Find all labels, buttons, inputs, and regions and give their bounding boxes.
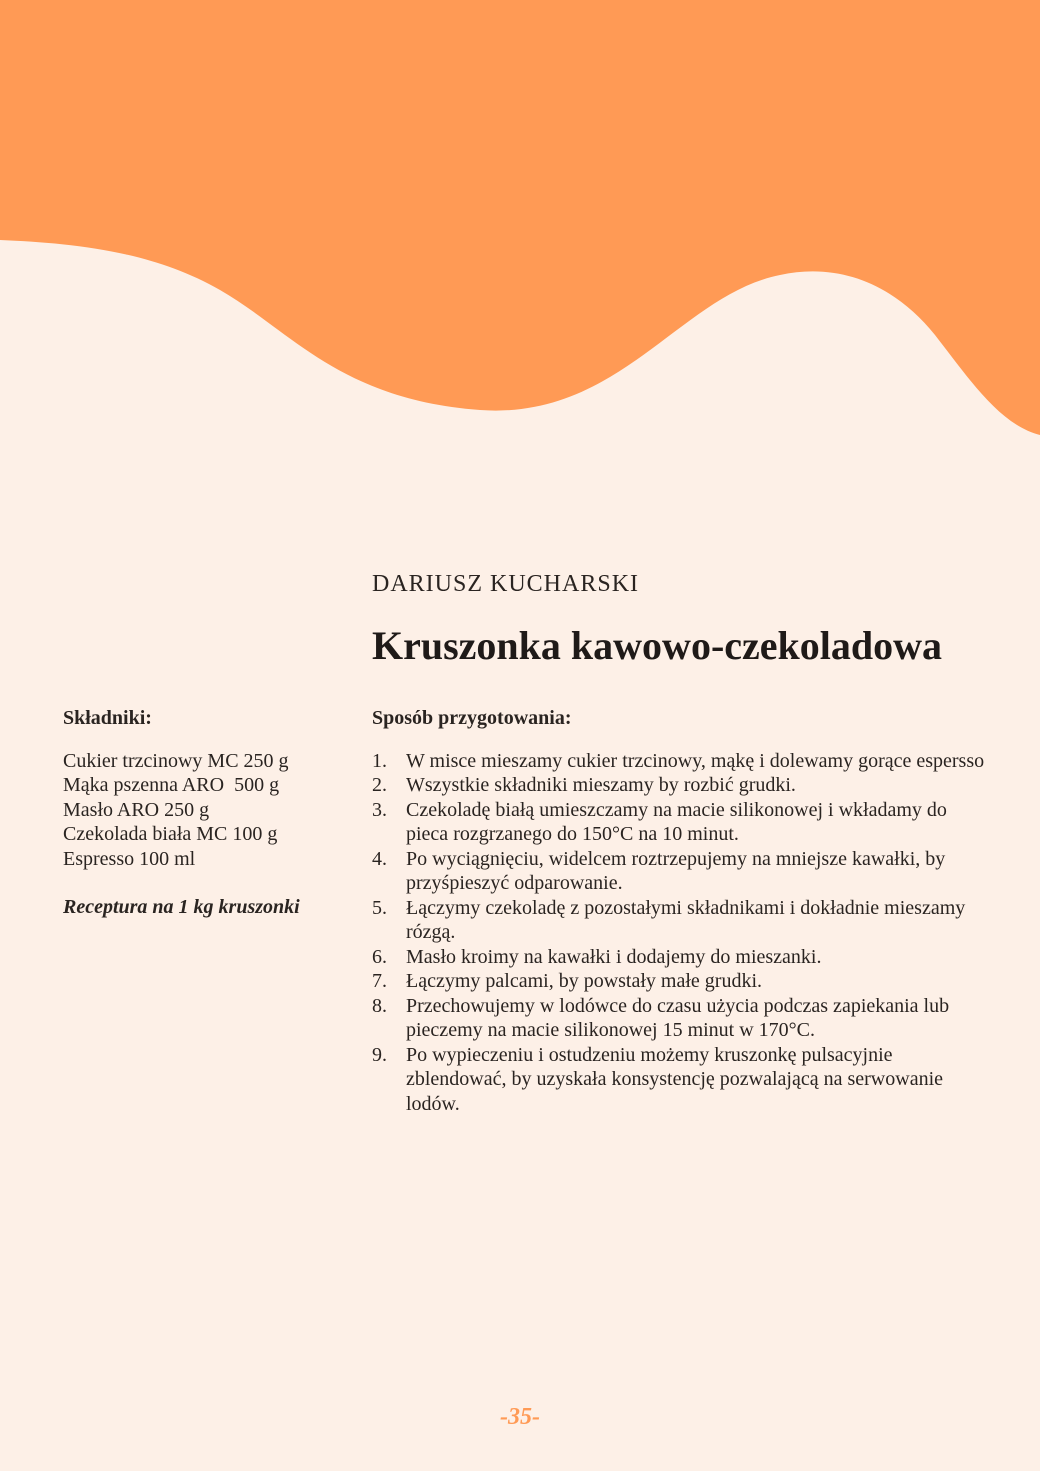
recipe-title: Kruszonka kawowo-czekoladowa (372, 623, 943, 668)
ingredients-heading: Składniki: (63, 707, 152, 729)
batch-note: Receptura na 1 kg kruszonki (63, 896, 300, 918)
step-item (372, 798, 992, 847)
step-text: W misce mieszamy cukier trzcinowy, mąkę i dolewamy gorące espersso (406, 749, 985, 772)
step-number: 8. (372, 994, 387, 1017)
ingredients-section (63, 706, 323, 920)
step-text: Łączymy czekoladę z pozostałymi składnikami i dokładnie mieszamy rózgą. (406, 896, 966, 943)
ingredients-list (63, 749, 323, 872)
orange-wave-header (0, 0, 1040, 440)
ingredient-item: Czekolada biała MC 100 g (63, 823, 278, 845)
step-text: Wszystkie składniki mieszamy by rozbić grudki. (406, 774, 796, 796)
ingredient-item: Mąka pszenna ARO 500 g (63, 774, 280, 796)
ingredient-item: Cukier trzcinowy MC 250 g (63, 749, 289, 772)
steps-list (372, 749, 992, 1117)
step-number: 2. (372, 774, 387, 796)
step-item (372, 945, 992, 970)
step-number: 4. (372, 847, 387, 870)
step-text: Łączymy palcami, by powstały małe grudki. (406, 970, 763, 992)
page-number: -35- (500, 1404, 540, 1430)
preparation-section (372, 706, 992, 1116)
step-item (372, 994, 992, 1043)
step-item (372, 969, 992, 994)
step-item (372, 1043, 992, 1117)
step-item (372, 896, 992, 945)
ingredient-item: Espresso 100 ml (63, 847, 196, 870)
step-item (372, 847, 992, 896)
ingredient-item: Masło ARO 250 g (63, 798, 210, 821)
step-text: Po wypieczeniu i ostudzeniu możemy kruszonkę pulsacyjnie zblendować, by uzyskała konsystencję pozwalającą na serwowanie lodów. (406, 1043, 944, 1115)
preparation-heading: Sposób przygotowania: (372, 707, 572, 729)
step-item (372, 749, 992, 774)
step-text: Czekoladę białą umieszczamy na macie silikonowej i wkładamy do pieca rozgrzanego do 150°C na 10 minut. (406, 798, 947, 845)
step-number: 5. (372, 896, 387, 919)
step-text: Po wyciągnięciu, widelcem roztrzepujemy na mniejsze kawałki, by przyśpieszyć odparowanie. (406, 847, 946, 894)
step-item (372, 773, 992, 798)
step-text: Masło kroimy na kawałki i dodajemy do mieszanki. (406, 945, 822, 968)
step-number: 6. (372, 945, 387, 968)
step-number: 3. (372, 798, 387, 821)
step-number: 9. (372, 1043, 387, 1066)
step-number: 7. (372, 970, 387, 992)
step-number: 1. (372, 749, 387, 772)
step-text: Przechowujemy w lodówce do czasu użycia podczas zapiekania lub pieczemy na macie silikonowej 15 minut w 170°C. (406, 994, 950, 1041)
author-name: DARIUSZ KUCHARSKI (372, 571, 640, 597)
